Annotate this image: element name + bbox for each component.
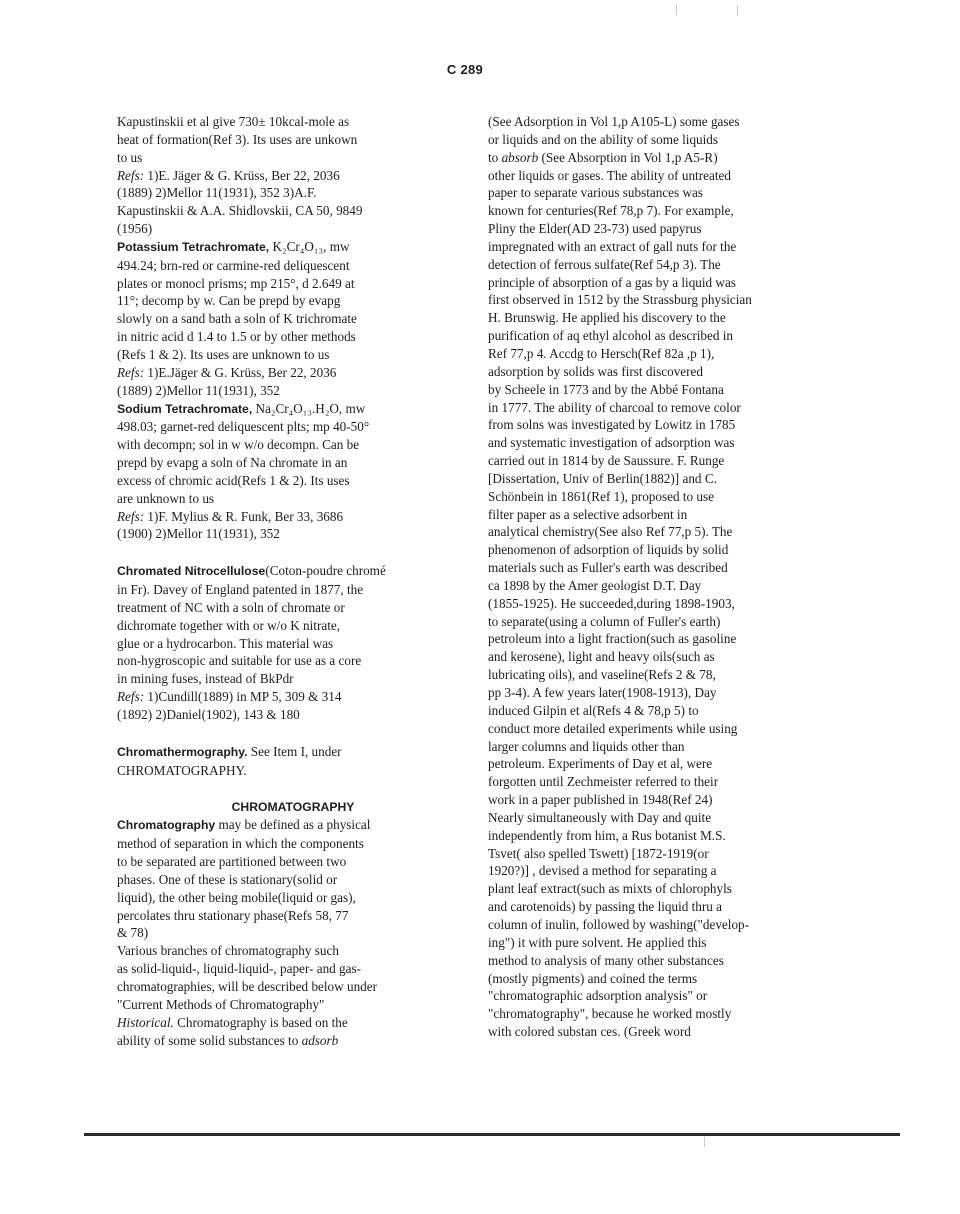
text-line: "chromatographic adsorption analysis" or	[488, 988, 708, 1004]
text-line: (1889) 2)Mellor 11(1931), 352	[117, 382, 280, 398]
right-column	[488, 113, 828, 1041]
text-line: [Dissertation, Univ of Berlin(1882)] and C.	[488, 470, 717, 486]
text-line: treatment of NC with a soln of chromate or	[117, 599, 345, 615]
text-line: in nitric acid d 1.4 to 1.5 or by other methods	[117, 329, 356, 345]
text-line: non-hygroscopic and suitable for use as a core	[117, 653, 362, 669]
paragraph-gap	[117, 780, 447, 799]
entry-heading-line: Chromathermography. See Item I, under	[117, 743, 342, 759]
text-line: impregnated with an extract of gall nuts for the	[488, 238, 737, 254]
text-line: are unknown to us	[117, 490, 215, 506]
text-line: Ref 77,p 4. Accdg to Hersch(Ref 82a ,p 1),	[488, 345, 715, 361]
text-line: in Fr). Davey of England patented in 1877, the	[117, 582, 364, 598]
text-line: Refs: 1)F. Mylius & R. Funk, Ber 33, 3686	[117, 508, 344, 524]
text-line: pp 3-4). A few years later(1908-1913), Day	[488, 685, 717, 700]
scan-mark	[737, 5, 738, 15]
text-line: Pliny the Elder(AD 23-73) used papyrus	[488, 221, 702, 237]
text-line: work in a paper published in 1948(Ref 24)	[488, 792, 713, 808]
text-line: (1892) 2)Daniel(1902), 143 & 180	[117, 707, 300, 722]
text-line: glue or a hydrocarbon. This material was	[117, 635, 334, 651]
text-line: Kapustinskii et al give 730± 10kcal-mole as	[117, 114, 350, 129]
text-line: plates or monocl prisms; mp 215°, d 2.649 at	[117, 275, 355, 291]
text-line: and kerosene), light and heavy oils(such as	[488, 649, 715, 665]
emphasis: absorb	[501, 149, 539, 165]
emphasis: adsorb	[301, 1032, 339, 1048]
text-line: analytical chemistry(See also Ref 77,p 5). The	[488, 524, 733, 540]
chemical-formula: Na₂Cr₄O₁₃.H₂O,	[252, 400, 343, 416]
text-line: forgotten until Zechmeister referred to their	[488, 774, 719, 790]
text-line: Refs: 1)Cundill(1889) in MP 5, 309 & 314	[117, 689, 342, 705]
text-line: first observed in 1512 by the Strassburg physician	[488, 292, 752, 308]
entry-heading: Potassium Tetrachromate,	[117, 239, 270, 254]
refs-label: Refs:	[117, 167, 145, 183]
scan-mark	[676, 5, 677, 15]
text-line: column of inulin, followed by washing("develop-	[488, 916, 750, 932]
text-line: (See Adsorption in Vol 1,p A105-L) some gases	[488, 114, 740, 129]
entry-heading: Chromatography	[117, 818, 216, 833]
text-line: conduct more detailed experiments while using	[488, 720, 738, 736]
refs-label: Refs:	[117, 364, 145, 380]
text-line: with decompn; sol in w w/o decompn. Can be	[117, 437, 360, 453]
entry-heading: Chromated Nitrocellulose	[117, 564, 266, 579]
text-line: by Scheele in 1773 and by the Abbé Fontana	[488, 381, 724, 397]
text-line: phases. One of these is stationary(solid or	[117, 871, 338, 887]
chemical-formula: K₂Cr₄O₁₃,	[269, 238, 327, 254]
section-title: CHROMATOGRAPHY	[231, 799, 355, 814]
text-line: & 78)	[117, 925, 149, 941]
text-line: (1889) 2)Mellor 11(1931), 352 3)A.F.	[117, 185, 317, 201]
text-line: method of separation in which the components	[117, 836, 364, 852]
text-line: ing") it with pure solvent. He applied this	[488, 934, 707, 950]
text-line: and carotenoids) by passing the liquid thru a	[488, 899, 723, 915]
text-line: 494.24; brn-red or carmine-red deliquescent	[117, 257, 350, 273]
text-line: materials such as Fuller's earth was described	[488, 560, 728, 576]
text-line: CHROMATOGRAPHY.	[117, 762, 247, 778]
text-line: induced Gilpin et al(Refs 4 & 78,p 5) to	[488, 702, 699, 718]
text-line: Refs: 1)E.Jäger & G. Krüss, Ber 22, 2036	[117, 364, 337, 380]
entry-heading: Sodium Tetrachromate,	[117, 401, 253, 416]
text-line: (mostly pigments) and coined the terms	[488, 970, 698, 986]
text-line: as solid-liquid-, liquid-liquid-, paper- and gas-	[117, 961, 362, 977]
text-line: in 1777. The ability of charcoal to remove color	[488, 399, 741, 415]
text-line: dichromate together with or w/o K nitrate,	[117, 617, 341, 633]
text-line: petroleum into a light fraction(such as gasoline	[488, 631, 737, 647]
subsection-label: Historical.	[117, 1014, 174, 1030]
text-line: liquid), the other being mobile(liquid or gas),	[117, 889, 356, 905]
refs-label: Refs:	[117, 508, 145, 524]
entry-heading-line: Potassium Tetrachromate, K₂Cr₄O₁₃, mw	[117, 238, 350, 254]
text-line: to be separated are partitioned between two	[117, 854, 347, 870]
text-line: Schönbein in 1861(Ref 1), proposed to use	[488, 488, 714, 504]
left-column	[117, 113, 447, 1049]
entry-heading: Chromathermography.	[117, 744, 248, 759]
paragraph-gap	[117, 724, 447, 743]
text-line: with colored substan ces. (Greek word	[488, 1024, 691, 1040]
text-line: known for centuries(Ref 78,p 7). For example,	[488, 203, 734, 219]
text-line: to separate(using a column of Fuller's earth)	[488, 613, 721, 629]
text-line: (1900) 2)Mellor 11(1931), 352	[117, 526, 280, 542]
text-line: 11°; decomp by w. Can be prepd by evapg	[117, 293, 341, 309]
text-line: carried out in 1814 by de Saussure. F. Runge	[488, 453, 725, 469]
text-line: or liquids and on the ability of some liquids	[488, 131, 719, 147]
text-line: method to analysis of many other substances	[488, 952, 724, 968]
text-line: "chromatography", because he worked mostly	[488, 1006, 732, 1022]
text-line: and systematic investigation of adsorption was	[488, 435, 735, 451]
page-number: C 289	[446, 62, 484, 77]
scan-mark	[704, 1137, 705, 1147]
text-line: Kapustinskii & A.A. Shidlovskii, CA 50, 9849	[117, 203, 363, 219]
text-line: phenomenon of adsorption of liquids by solid	[488, 542, 729, 558]
text-line: heat of formation(Ref 3). Its uses are unkown	[117, 131, 358, 147]
refs-label: Refs:	[117, 689, 145, 705]
text-line: detection of ferrous sulfate(Ref 54,p 3). The	[488, 256, 721, 272]
text-line: to absorb (See Absorption in Vol 1,p A5-R)	[488, 149, 718, 165]
text-line: paper to separate various substances was	[488, 185, 703, 201]
text-line: principle of absorption of a gas by a liquid was	[488, 274, 736, 290]
text-line: ca 1898 by the Amer geologist D.T. Day	[488, 577, 702, 593]
text-line: independently from him, a Rus botanist M.S.	[488, 827, 726, 843]
text-line: adsorption by solids was first discovered	[488, 363, 703, 379]
text-line: percolates thru stationary phase(Refs 58, 77	[117, 907, 349, 923]
text-line: (1956)	[117, 221, 153, 237]
entry-heading-line: Chromatography may be defined as a physical	[117, 817, 371, 833]
text-line: petroleum. Experiments of Day et al, were	[488, 756, 713, 772]
text-line: "Current Methods of Chromatography"	[117, 996, 325, 1012]
bottom-rule	[84, 1133, 900, 1136]
text-line: purification of aq ethyl alcohol as described in	[488, 328, 733, 344]
text-line: ability of some solid substances to adsorb	[117, 1032, 339, 1048]
text-line: (Refs 1 & 2). Its uses are unknown to us	[117, 346, 330, 362]
text-line: Tsvet( also spelled Tswett) [1872-1919(or	[488, 845, 709, 861]
text-line: lubricating oils), and vaseline(Refs 2 & 78,	[488, 667, 716, 683]
text-line: to us	[117, 149, 143, 165]
text-line: from solns was investigated by Lowitz in 1785	[488, 417, 736, 433]
text-line: excess of chromic acid(Refs 1 & 2). Its uses	[117, 472, 350, 488]
paragraph-gap	[117, 543, 447, 562]
text-line: prepd by evapg a soln of Na chromate in an	[117, 455, 348, 471]
text-line: slowly on a sand bath a soln of K trichromate	[117, 311, 357, 327]
text-line: H. Brunswig. He applied his discovery to the	[488, 310, 726, 326]
text-line: plant leaf extract(such as mixts of chlorophyls	[488, 881, 732, 897]
text-line: Refs: 1)E. Jäger & G. Krüss, Ber 22, 2036	[117, 167, 340, 183]
entry-heading-line: Sodium Tetrachromate, Na₂Cr₄O₁₃.H₂O, mw	[117, 400, 366, 416]
text-line: filter paper as a selective adsorbent in	[488, 506, 688, 522]
text-line: chromatographies, will be described below under	[117, 978, 378, 994]
entry-heading-line: Chromated Nitrocellulose(Coton-poudre chromé	[117, 563, 386, 579]
text-line: larger columns and liquids other than	[488, 738, 685, 754]
text-line: (1855-1925). He succeeded,during 1898-1903,	[488, 595, 735, 611]
text-line: in mining fuses, instead of BkPdr	[117, 671, 294, 687]
text-line: Nearly simultaneously with Day and quite	[488, 809, 712, 825]
text-line: 1920?)] , devised a method for separating a	[488, 863, 717, 879]
text-line: Various branches of chromatography such	[117, 943, 339, 959]
text-line: 498.03; garnet-red deliquescent plts; mp 40-50°	[117, 419, 370, 435]
text-line: Historical. Chromatography is based on the	[117, 1014, 348, 1030]
text-line: other liquids or gases. The ability of untreated	[488, 167, 731, 183]
